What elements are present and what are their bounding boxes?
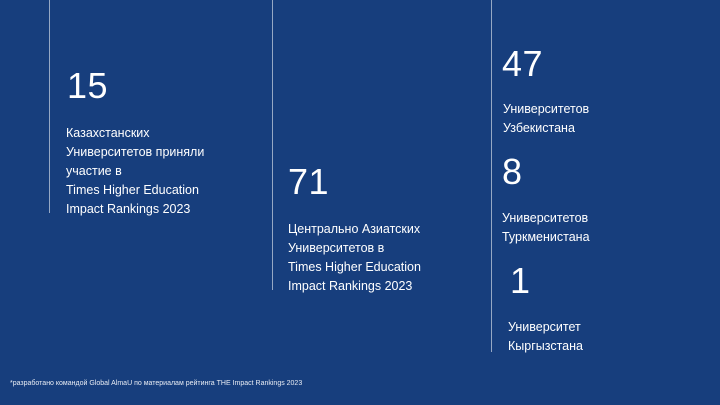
stat-number: 15 bbox=[67, 65, 109, 106]
stat-line: Кыргызстана bbox=[508, 339, 583, 353]
divider-line-3 bbox=[491, 0, 492, 352]
stat-line: Университетов bbox=[502, 211, 589, 225]
stat-number: 1 bbox=[510, 260, 531, 301]
stat-number: 47 bbox=[502, 43, 544, 84]
stat-line: Impact Rankings 2023 bbox=[288, 279, 413, 293]
stat-line: Туркменистана bbox=[502, 230, 590, 244]
stat-line: Times Higher Education bbox=[288, 260, 421, 274]
stat-description bbox=[503, 100, 589, 138]
stat-description bbox=[502, 209, 590, 247]
stat-line: Центрально Азиатских bbox=[288, 222, 421, 236]
stat-number: 8 bbox=[502, 151, 523, 192]
stat-description bbox=[66, 124, 204, 219]
stat-line: участие в bbox=[66, 164, 122, 178]
footnote: *разработано командой Global AlmaU по материалам рейтинга THE Impact Rankings 2023 bbox=[10, 380, 303, 387]
stat-line: Университетов приняли bbox=[66, 145, 205, 159]
stat-line: Университетов bbox=[503, 102, 590, 116]
stat-description bbox=[288, 220, 421, 296]
stat-line: Университет bbox=[508, 320, 581, 334]
stat-line: Университетов в bbox=[288, 241, 385, 255]
stat-line: Times Higher Education bbox=[66, 183, 199, 197]
stat-line: Узбекистана bbox=[503, 121, 575, 135]
stat-description bbox=[508, 318, 583, 356]
stat-line: Impact Rankings 2023 bbox=[66, 202, 191, 216]
stat-line: Казахстанских bbox=[66, 126, 150, 140]
stat-number: 71 bbox=[288, 161, 330, 202]
divider-line-1 bbox=[49, 0, 50, 213]
divider-line-2 bbox=[272, 0, 273, 290]
